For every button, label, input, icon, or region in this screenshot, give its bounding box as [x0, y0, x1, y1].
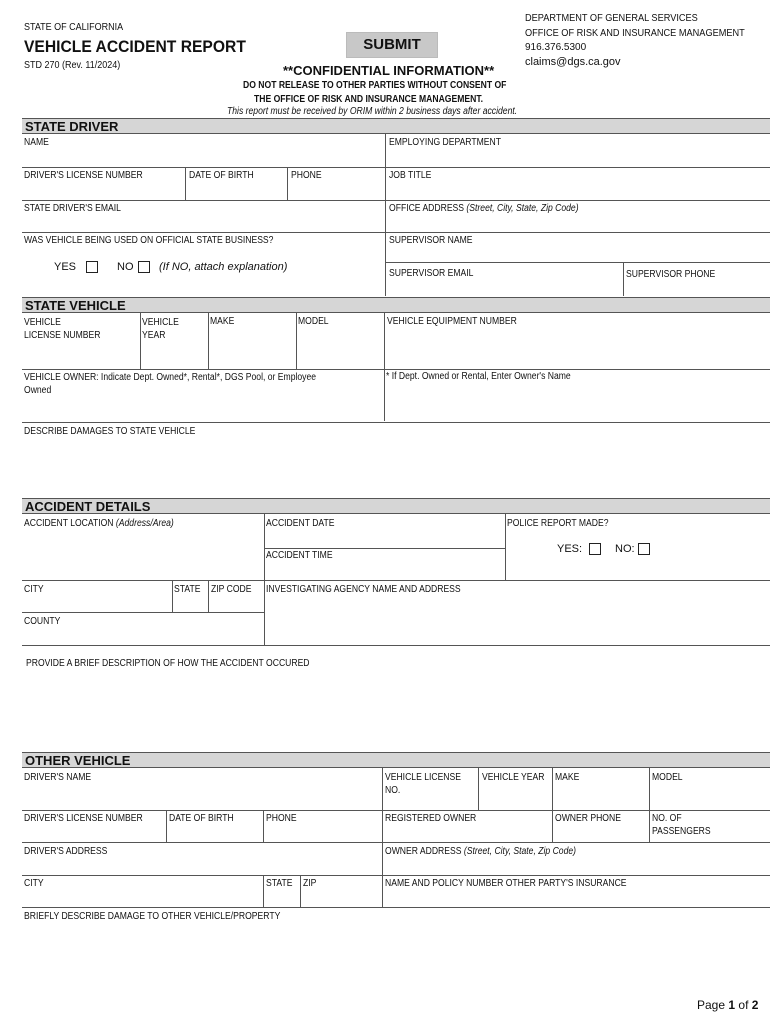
insurance-label: NAME AND POLICY NUMBER OTHER PARTY'S INSURANCE	[385, 878, 627, 889]
deadline-note: This report must be received by ORIM within 2 business days after accident.	[227, 106, 518, 117]
police-report-label: POLICE REPORT MADE?	[507, 518, 609, 529]
supervisor-phone-label: SUPERVISOR PHONE	[626, 269, 716, 280]
accident-time-label: ACCIDENT TIME	[266, 550, 333, 561]
supervisor-name-label: SUPERVISOR NAME	[389, 235, 473, 246]
dept-line2: OFFICE OF RISK AND INSURANCE MANAGEMENT	[525, 28, 745, 39]
section-state-driver	[22, 118, 770, 134]
equipment-number-label: VEHICLE EQUIPMENT NUMBER	[387, 316, 517, 327]
accident-description-label: PROVIDE A BRIEF DESCRIPTION OF HOW THE ACCIDENT OCCURED	[26, 658, 310, 669]
yes-label: YES	[54, 261, 77, 273]
passengers-label: NO. OF PASSENGERS	[652, 813, 711, 837]
no-label: NO	[117, 261, 134, 273]
divider	[287, 167, 288, 200]
dept-phone: 916.376.5300	[525, 42, 587, 53]
divider	[385, 134, 386, 296]
other-state-label: STATE	[266, 878, 293, 889]
divider	[385, 262, 770, 263]
divider	[22, 612, 264, 613]
divider	[505, 514, 506, 580]
driver-name-label: NAME	[24, 137, 49, 148]
dept-email: claims@dgs.ca.gov	[525, 56, 621, 68]
vehicle-year-label: VEHICLE YEAR	[142, 317, 179, 341]
page-number: Page 1 of 2	[697, 998, 759, 1012]
section-title: STATE VEHICLE	[25, 298, 126, 313]
divider	[22, 232, 770, 233]
divider	[478, 768, 479, 810]
divider	[623, 262, 624, 296]
official-business-no-checkbox[interactable]	[138, 261, 150, 273]
divider	[263, 875, 264, 907]
accident-date-label: ACCIDENT DATE	[266, 518, 335, 529]
job-title-label: JOB TITLE	[389, 170, 432, 181]
divider	[22, 422, 770, 423]
driver-email-label: STATE DRIVER'S EMAIL	[24, 203, 121, 214]
supervisor-email-label: SUPERVISOR EMAIL	[389, 268, 474, 279]
police-yes-label: YES:	[557, 543, 583, 555]
divider	[185, 167, 186, 200]
owner-phone-label: OWNER PHONE	[555, 813, 621, 824]
divider	[140, 313, 141, 369]
other-driver-address-label: DRIVER'S ADDRESS	[24, 846, 108, 857]
official-business-label: WAS VEHICLE BEING USED ON OFFICIAL STATE BUSINESS?	[24, 235, 274, 246]
section-state-vehicle	[22, 297, 770, 313]
police-report-yes-checkbox[interactable]	[589, 543, 601, 555]
divider	[300, 875, 301, 907]
section-title: ACCIDENT DETAILS	[25, 499, 151, 514]
divider	[22, 369, 770, 370]
divider	[22, 810, 770, 811]
divider	[22, 875, 770, 876]
model-label: MODEL	[298, 316, 329, 327]
other-make-label: MAKE	[555, 772, 580, 783]
drivers-license-label: DRIVER'S LICENSE NUMBER	[24, 170, 143, 181]
page-title: VEHICLE ACCIDENT REPORT	[24, 37, 246, 56]
owner-address-label: OWNER ADDRESS (Street, City, State, Zip Code)	[385, 846, 577, 857]
warning-line2: THE OFFICE OF RISK AND INSURANCE MANAGEMENT.	[254, 94, 484, 105]
state-label: STATE	[174, 584, 201, 595]
other-city-label: CITY	[24, 878, 44, 889]
other-driver-name-label: DRIVER'S NAME	[24, 772, 92, 783]
office-address-label: OFFICE ADDRESS (Street, City, State, Zip Code)	[389, 203, 579, 214]
divider	[208, 313, 209, 369]
section-other-vehicle	[22, 752, 770, 768]
police-no-label: NO:	[615, 543, 635, 555]
county-label: COUNTY	[24, 616, 61, 627]
divider	[264, 548, 506, 549]
owner-note-label: * If Dept. Owned or Rental, Enter Owner's Name	[386, 371, 571, 382]
damages-label: DESCRIBE DAMAGES TO STATE VEHICLE	[24, 426, 196, 437]
section-title: OTHER VEHICLE	[25, 753, 131, 768]
divider	[22, 200, 770, 201]
accident-location-label: ACCIDENT LOCATION (Address/Area)	[24, 518, 174, 529]
other-vehicle-year-label: VEHICLE YEAR	[482, 772, 545, 783]
divider	[166, 810, 167, 842]
dept-line1: DEPARTMENT OF GENERAL SERVICES	[525, 13, 698, 24]
employing-department-label: EMPLOYING DEPARTMENT	[389, 137, 501, 148]
vehicle-owner-label: VEHICLE OWNER: Indicate Dept. Owned*, Rental*, DGS Pool, or Employee Owned	[24, 372, 317, 396]
phone-label: PHONE	[291, 170, 322, 181]
divider	[263, 810, 264, 842]
state-label: STATE OF CALIFORNIA	[24, 22, 124, 33]
other-date-of-birth-label: DATE OF BIRTH	[169, 813, 234, 824]
divider	[208, 580, 209, 612]
section-accident-details	[22, 498, 770, 514]
form-number: STD 270 (Rev. 11/2024)	[24, 60, 121, 71]
divider	[22, 907, 770, 908]
divider	[22, 580, 770, 581]
investigating-agency-label: INVESTIGATING AGENCY NAME AND ADDRESS	[266, 584, 461, 595]
divider	[264, 514, 265, 645]
other-model-label: MODEL	[652, 772, 683, 783]
divider	[22, 167, 770, 168]
registered-owner-label: REGISTERED OWNER	[385, 813, 477, 824]
warning-line1: DO NOT RELEASE TO OTHER PARTIES WITHOUT CONSENT OF	[243, 80, 507, 91]
divider	[384, 313, 385, 421]
make-label: MAKE	[210, 316, 235, 327]
zip-code-label: ZIP CODE	[211, 584, 252, 595]
divider	[649, 768, 650, 842]
police-report-no-checkbox[interactable]	[638, 543, 650, 555]
other-damage-label: BRIEFLY DESCRIBE DAMAGE TO OTHER VEHICLE/PROPERTY	[24, 911, 281, 922]
divider	[172, 580, 173, 612]
other-phone-label: PHONE	[266, 813, 297, 824]
divider	[552, 768, 553, 842]
submit-button[interactable]: SUBMIT	[346, 32, 438, 58]
confidential-heading: **CONFIDENTIAL INFORMATION**	[283, 63, 495, 78]
section-title: STATE DRIVER	[25, 119, 119, 134]
city-label: CITY	[24, 584, 44, 595]
divider	[382, 768, 383, 907]
divider	[22, 645, 770, 646]
other-vehicle-license-label: VEHICLE LICENSE NO.	[385, 772, 462, 796]
vehicle-license-label: VEHICLE LICENSE NUMBER	[24, 317, 101, 341]
divider	[22, 842, 770, 843]
other-zip-label: ZIP	[303, 878, 317, 889]
other-drivers-license-label: DRIVER'S LICENSE NUMBER	[24, 813, 143, 824]
divider	[296, 313, 297, 369]
official-business-yes-checkbox[interactable]	[86, 261, 98, 273]
no-explanation-hint: (If NO, attach explanation)	[159, 261, 288, 273]
date-of-birth-label: DATE OF BIRTH	[189, 170, 254, 181]
